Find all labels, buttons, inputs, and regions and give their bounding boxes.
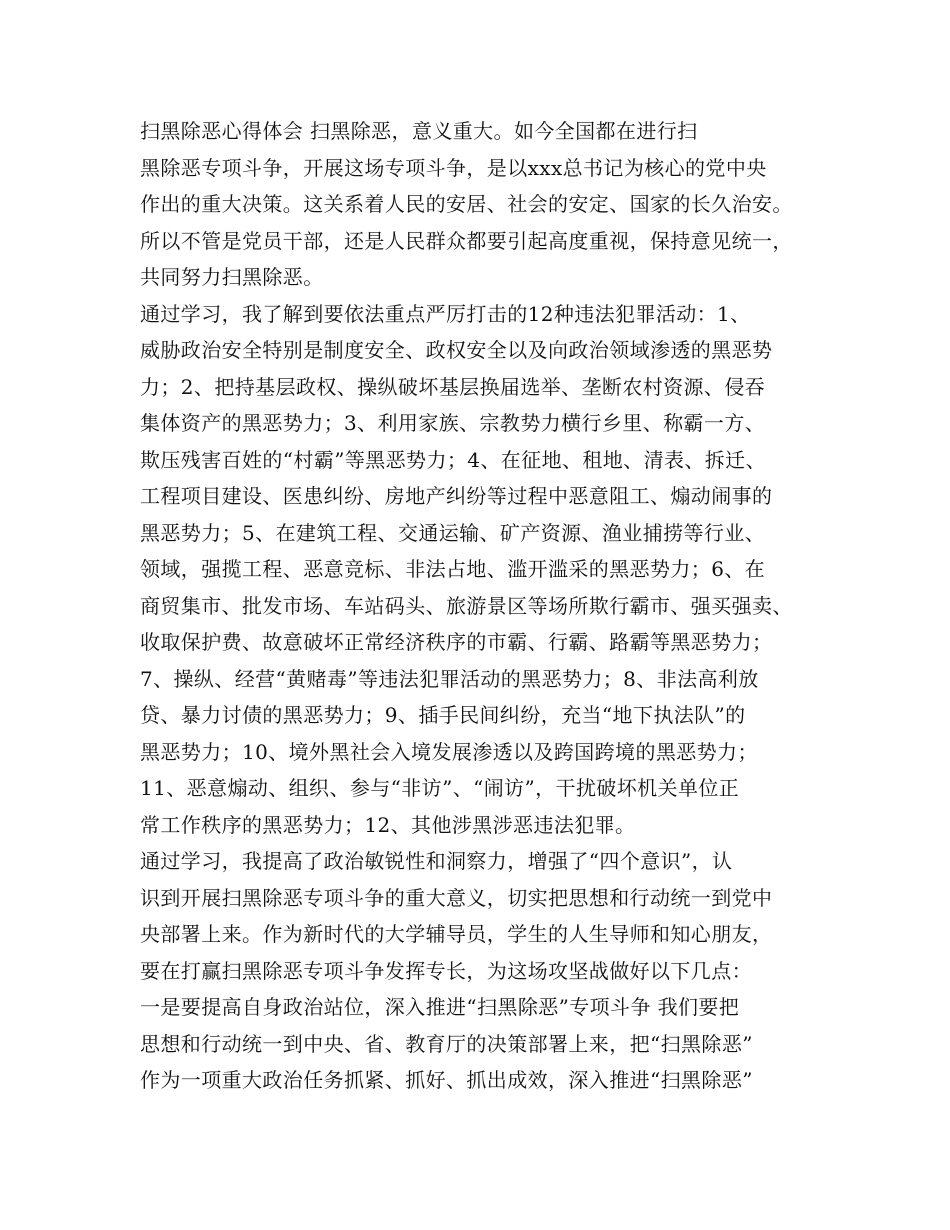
text-line: 黑除恶专项斗争，开展这场专项斗争，是以xxx总书记为核心的党中央 <box>140 155 767 180</box>
text-line: 力；2、把持基层政权、操纵破坏基层换届选举、垄断农村资源、侵吞 <box>140 374 766 399</box>
text-line: 思想和行动统一到中央、省、教育厅的决策部署上来，把“扫黑除恶” <box>140 1031 753 1056</box>
text-line: 收取保护费、故意破坏正常经济秩序的市霸、行霸、路霸等黑恶势力； <box>140 630 773 654</box>
text-line: 黑恶势力；5、在建筑工程、交通运输、矿产资源、渔业捕捞等行业、 <box>140 520 766 545</box>
text-line: 集体资产的黑恶势力；3、利用家族、宗教势力横行乡里、称霸一方、 <box>140 411 766 435</box>
text-line: 黑恶势力；10、境外黑社会入境发展渗透以及跨国跨境的黑恶势力； <box>140 739 758 764</box>
document-body <box>140 113 830 1099</box>
text-line: 央部署上来。作为新时代的大学辅导员，学生的人生导师和知心朋友， <box>140 922 773 946</box>
text-line: 工程项目建设、医患纠纷、房地产纠纷等过程中恶意阻工、煽动闹事的 <box>140 484 773 508</box>
text-line: 欺压残害百姓的“村霸”等黑恶势力；4、在征地、租地、清表、拆迁、 <box>140 447 766 472</box>
text-line: 常工作秩序的黑恶势力；12、其他涉黑涉恶违法犯罪。 <box>140 812 636 837</box>
text-line: 识到开展扫黑除恶专项斗争的重大意义，切实把思想和行动统一到党中 <box>140 885 773 910</box>
text-line: 作出的重大决策。这关系着人民的安居、社会的安定、国家的长久治安。 <box>140 192 793 216</box>
text-line: 贷、暴力讨债的黑恶势力；9、插手民间纠纷，充当“地下执法队”的 <box>140 703 746 727</box>
text-line: 11、恶意煽动、组织、参与“非访”、“闹访”，干扰破坏机关单位正 <box>140 776 740 800</box>
text-line: 扫黑除恶心得体会 扫黑除恶，意义重大。如今全国都在进行扫 <box>140 119 698 143</box>
text-line: 领域，强揽工程、恶意竞标、非法占地、滥开滥采的黑恶势力；6、在 <box>140 557 766 581</box>
text-line: 通过学习，我提高了政治敏锐性和洞察力，增强了“四个意识”，认 <box>140 849 733 873</box>
text-line: 通过学习，我了解到要依法重点严厉打击的12种违法犯罪活动：1、 <box>140 301 751 326</box>
text-line: 共同努力扫黑除恶。 <box>140 265 324 289</box>
text-line: 商贸集市、批发市场、车站码头、旅游景区等场所欺行霸市、强买强卖、 <box>140 593 793 618</box>
text-line: 一是要提高自身政治站位，深入推进“扫黑除恶”专项斗争 我们要把 <box>140 995 740 1019</box>
text-line: 威胁政治安全特别是制度安全、政权安全以及向政治领域渗透的黑恶势 <box>140 338 773 362</box>
text-line: 作为一项重大政治任务抓紧、抓好、抓出成效，深入推进“扫黑除恶” <box>140 1068 753 1092</box>
text-line: 7、操纵、经营“黄赌毒”等违法犯罪活动的黑恶势力；8、非法高利放 <box>140 666 759 691</box>
text-line: 要在打赢扫黑除恶专项斗争发挥专长，为这场攻坚战做好以下几点： <box>140 958 752 983</box>
text-line: 所以不管是党员干部，还是人民群众都要引起高度重视，保持意见统一， <box>140 228 793 253</box>
